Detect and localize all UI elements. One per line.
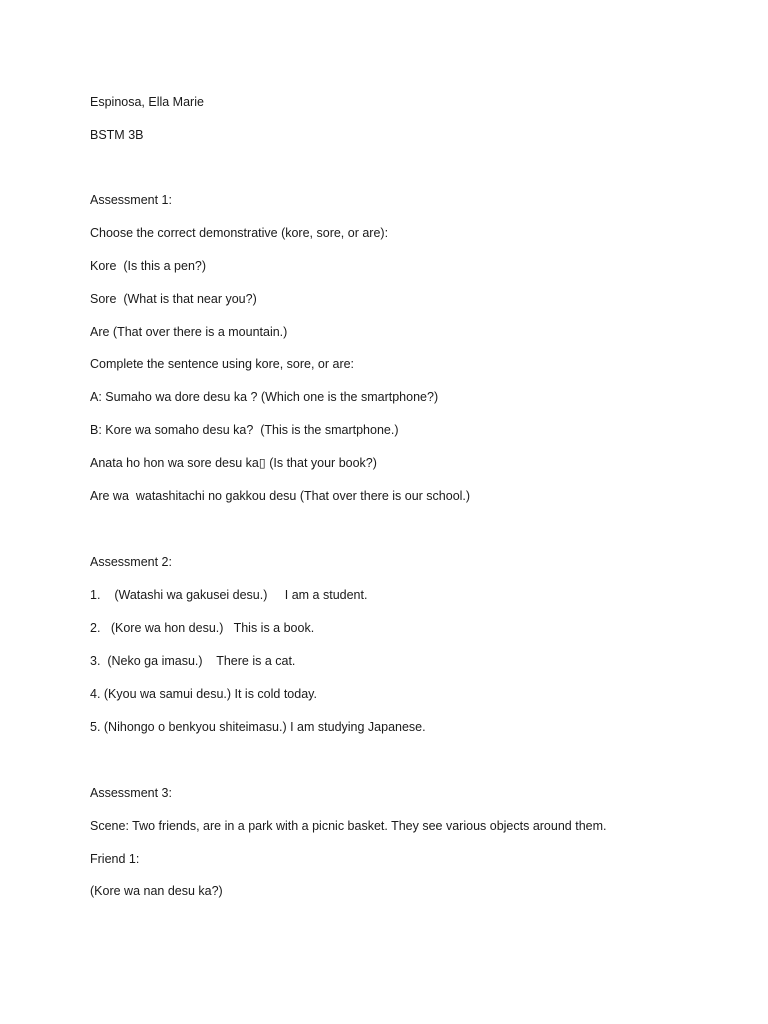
assessment-1-instruction-1: Choose the correct demonstrative (kore, sore, or are): [90,226,389,240]
assessment-1-item-6: Anata ho hon wa sore desu ka▯ (Is that your book?) [90,456,377,470]
assessment-3-title: Assessment 3: [90,786,172,800]
assessment-1-item-5: B: Kore wa somaho desu ka? (This is the smartphone.) [90,423,399,437]
assessment-1-item-1: Kore (Is this a pen?) [90,259,207,273]
assessment-1-item-4: A: Sumaho wa dore desu ka ? (Which one is the smartphone?) [90,390,439,404]
assessment-2-title: Assessment 2: [90,555,172,569]
student-section: BSTM 3B [90,128,144,142]
assessment-1-title: Assessment 1: [90,193,172,207]
assessment-3-scene: Scene: Two friends, are in a park with a picnic basket. They see various objects around them. [90,819,607,833]
assessment-2-item-2: 2. (Kore wa hon desu.) This is a book. [90,621,315,635]
student-name: Espinosa, Ella Marie [90,95,204,109]
assessment-2-item-5: 5. (Nihongo o benkyou shiteimasu.) I am studying Japanese. [90,720,426,734]
assessment-3-speaker: Friend 1: [90,852,140,866]
assessment-2-item-3: 3. (Neko ga imasu.) There is a cat. [90,654,296,668]
assessment-2-item-4: 4. (Kyou wa samui desu.) It is cold today. [90,687,317,701]
assessment-1-item-7: Are wa watashitachi no gakkou desu (That over there is our school.) [90,489,471,503]
assessment-2-item-1: 1. (Watashi wa gakusei desu.) I am a student. [90,588,368,602]
assessment-1-item-2: Sore (What is that near you?) [90,292,257,306]
assessment-1-item-3: Are (That over there is a mountain.) [90,325,288,339]
assessment-1-instruction-2: Complete the sentence using kore, sore, or are: [90,357,355,371]
assessment-3-line-1: (Kore wa nan desu ka?) [90,884,223,898]
